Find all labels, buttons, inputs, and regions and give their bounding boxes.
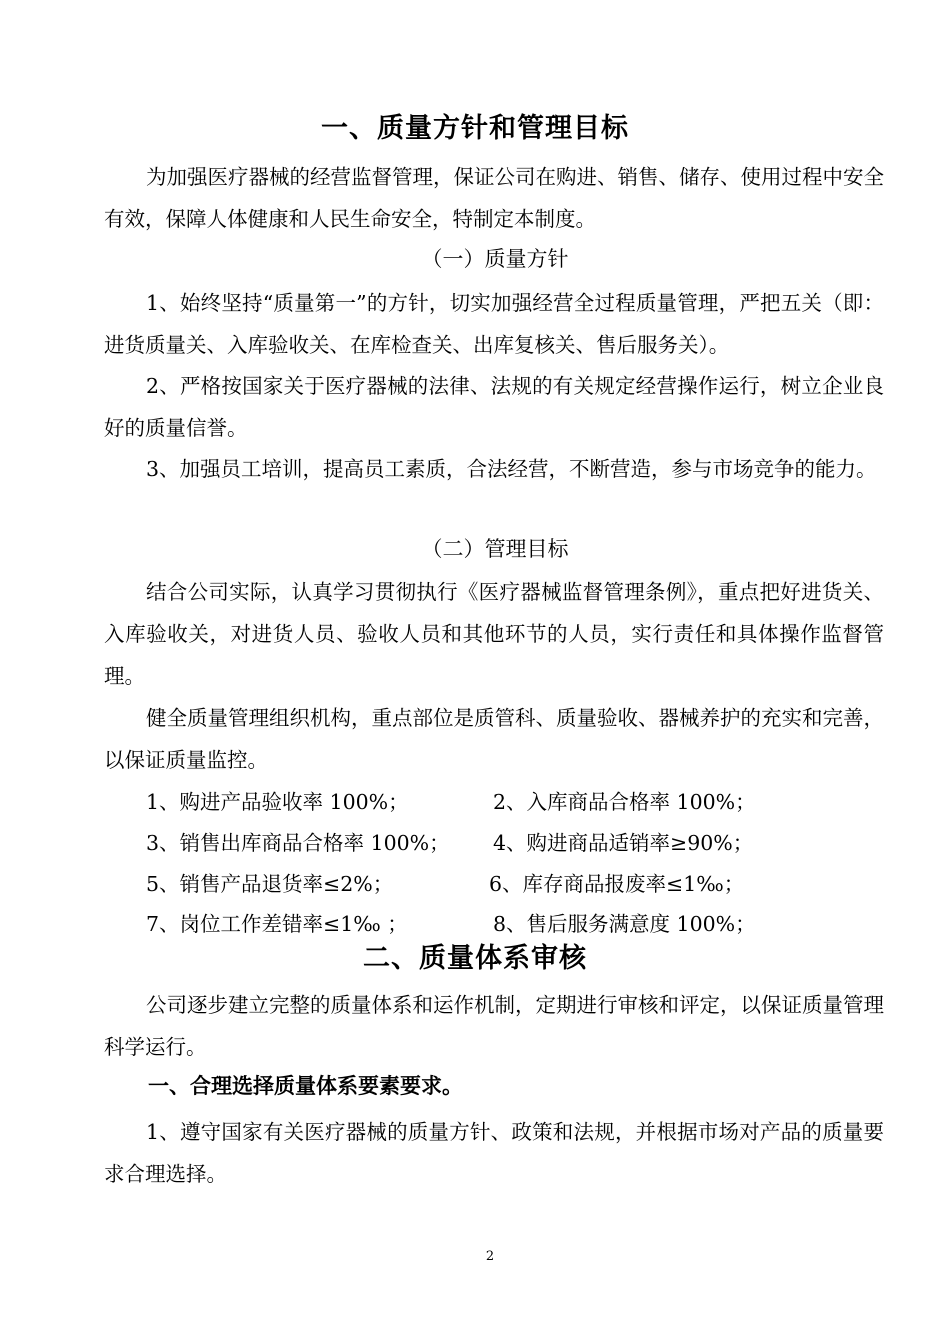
page-number: 2 <box>485 1249 495 1264</box>
target-item-7: 7、岗位工作差错率≤1‰ ； <box>146 912 408 936</box>
goals-paragraph-1: 结合公司实际，认真学习贯彻执行《医疗器械监督管理条例》，重点把好进货关、入库验收关，对进货人员、验收人员和其他环节的人员，实行责任和具体操作监督管理。 <box>104 580 884 688</box>
section-2-item-1: 1、遵守国家有关医疗器械的质量方针、政策和法规，并根据市场对产品的质量要求合理选择。 <box>104 1120 884 1186</box>
policy-item-1: 1、始终坚持“质量第一”的方针，切实加强经营全过程质量管理，严把五关（即：进货质量关、入库验收关、在库检查关、出库复核关、售后服务关）。 <box>104 291 884 357</box>
target-item-8: 8、售后服务满意度 100%； <box>493 912 756 936</box>
policy-item-3: 3、加强员工培训，提高员工素质，合法经营，不断营造，参与市场竞争的能力。 <box>146 457 877 481</box>
section-1-title: 一、质量方针和管理目标 <box>321 113 629 144</box>
section-1-intro: 为加强医疗器械的经营监督管理，保证公司在购进、销售、储存、使用过程中安全有效，保障人体健康和人民生命安全，特制定本制度。 <box>104 165 884 231</box>
section-2-subheading: 一、合理选择质量体系要素要求。 <box>148 1074 463 1098</box>
policy-heading: （一）质量方针 <box>421 247 569 271</box>
target-item-3: 3、销售出库商品合格率 100%； <box>146 831 450 855</box>
goals-paragraph-2: 健全质量管理组织机构，重点部位是质管科、质量验收、器械养护的充实和完善，以保证质量监控。 <box>104 706 884 772</box>
target-item-6: 6、库存商品报废率≤1‰； <box>489 872 745 896</box>
target-item-4: 4、购进商品适销率≥90%； <box>493 831 754 855</box>
section-2-intro: 公司逐步建立完整的质量体系和运作机制，定期进行审核和评定，以保证质量管理科学运行。 <box>104 993 884 1059</box>
goals-heading: （二）管理目标 <box>421 537 569 561</box>
target-item-5: 5、销售产品退货率≤2%； <box>146 872 394 896</box>
section-2-title: 二、质量体系审核 <box>363 943 587 974</box>
target-item-2: 2、入库商品合格率 100%； <box>493 790 756 814</box>
policy-item-2: 2、严格按国家关于医疗器械的法律、法规的有关规定经营操作运行，树立企业良好的质量信誉。 <box>104 374 884 440</box>
target-item-1: 1、购进产品验收率 100%； <box>146 790 409 814</box>
